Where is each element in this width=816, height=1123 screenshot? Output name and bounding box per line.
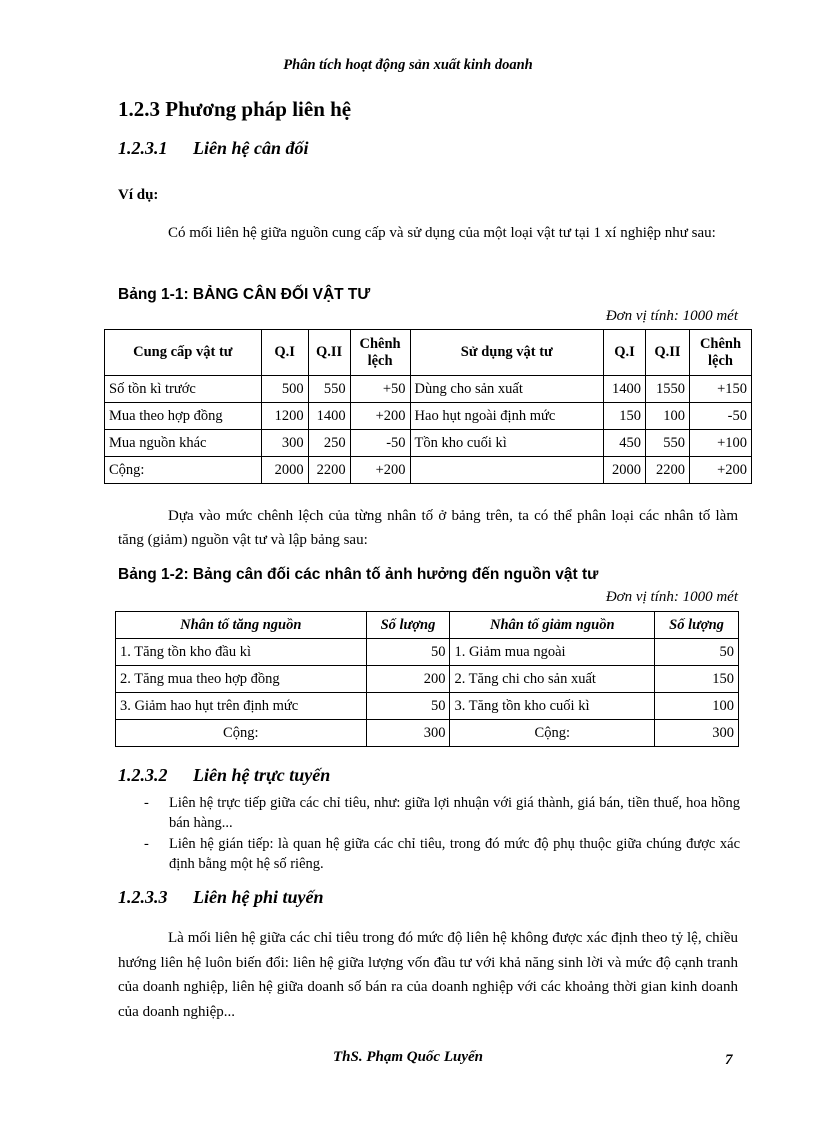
nonlinear-paragraph <box>118 926 738 1024</box>
bullet-text: Liên hệ trực tiếp giữa các chỉ tiêu, như: giữa lợi nhuận với giá thành, giá bán, tiền thuế, hoa hồng bán hàng... <box>169 795 740 831</box>
table-cell: Hao hụt ngoài định mức <box>410 403 604 430</box>
table-cell: 1. Tăng tồn kho đầu kì <box>116 639 367 666</box>
section-title: 1.2.3 Phương pháp liên hệ <box>118 97 352 121</box>
column-header: Số lượng <box>655 612 739 639</box>
table-cell: 550 <box>646 430 690 457</box>
table-cell: 2. Tăng mua theo hợp đồng <box>116 666 367 693</box>
analysis-text: Dựa vào mức chênh lệch của từng nhân tố ở bảng trên, ta có thể phân loại các nhân tố làm tăng (giảm) nguồn vật tư và lập bảng sau: <box>118 508 738 548</box>
table-row <box>116 639 739 666</box>
table-cell: -50 <box>689 403 751 430</box>
table-total-row <box>105 457 752 484</box>
bullet-dash: - <box>144 836 149 852</box>
subsection-title: Liên hệ trực tuyến <box>193 765 331 785</box>
table-cell: Tồn kho cuối kì <box>410 430 604 457</box>
table1-unit: Đơn vị tính: 1000 mét <box>605 308 738 324</box>
table-cell: 100 <box>655 693 739 720</box>
example-label: Ví dụ: <box>118 187 159 203</box>
balance-table <box>104 329 752 484</box>
column-header: Q.I <box>261 330 308 376</box>
table-row <box>116 666 739 693</box>
table-cell: 1550 <box>646 376 690 403</box>
table-cell: 150 <box>655 666 739 693</box>
table-cell: 150 <box>604 403 646 430</box>
subsection-heading-1 <box>118 138 309 159</box>
table-cell: Dùng cho sản xuất <box>410 376 604 403</box>
table-cell: 1. Giảm mua ngoài <box>450 639 655 666</box>
table-cell: 2200 <box>308 457 350 484</box>
table-cell: +200 <box>350 457 410 484</box>
intro-text: Có mối liên hệ giữa nguồn cung cấp và sử dụng của một loại vật tư tại 1 xí nghiệp như sau: <box>168 225 716 241</box>
column-header: Nhân tố tăng nguồn <box>116 612 367 639</box>
table-cell: Cộng: <box>450 720 655 747</box>
table-cell: Cộng: <box>105 457 262 484</box>
running-header: Phân tích hoạt động sản xuất kinh doanh <box>283 57 533 73</box>
table-total-row <box>116 720 739 747</box>
column-header: Chênh lệch <box>689 330 751 376</box>
column-header: Q.II <box>646 330 690 376</box>
subsection-number: 1.2.3.3 <box>118 887 168 907</box>
table-cell: 2000 <box>604 457 646 484</box>
table1-caption: Bảng 1-1: BẢNG CÂN ĐỐI VẬT TƯ <box>118 286 371 303</box>
table-cell: +150 <box>689 376 751 403</box>
column-header: Số lượng <box>366 612 450 639</box>
page-number: 7 <box>725 1052 733 1068</box>
column-header: Chênh lệch <box>350 330 410 376</box>
table-cell: 2200 <box>646 457 690 484</box>
table-cell: 2. Tăng chi cho sản xuất <box>450 666 655 693</box>
table-cell: 1400 <box>604 376 646 403</box>
table2-unit: Đơn vị tính: 1000 mét <box>605 589 738 605</box>
table-cell <box>410 457 604 484</box>
nonlinear-text: Là mối liên hệ giữa các chỉ tiêu trong đó mức độ liên hệ không được xác định theo tỷ lệ, chiều hướng liên hệ luôn biến đổi: liên hệ giữa lượng vốn đầu tư với khả năng sinh lời và mức độ cạnh tranh của doanh nghiệp, liên hệ giữa doanh số bán ra của doanh nghiệp với các khoảng thời gian kinh doanh của doanh nghiệp... <box>118 930 738 1020</box>
subsection-title: Liên hệ cân đối <box>193 138 309 158</box>
table-cell: 550 <box>308 376 350 403</box>
table2-caption: Bảng 1-2: Bảng cân đối các nhân tố ảnh hưởng đến nguồn vật tư <box>118 566 599 583</box>
column-header: Q.I <box>604 330 646 376</box>
subsection-number: 1.2.3.2 <box>118 765 168 785</box>
column-header: Q.II <box>308 330 350 376</box>
table-cell: 300 <box>655 720 739 747</box>
analysis-paragraph <box>118 504 738 552</box>
table-cell: +200 <box>689 457 751 484</box>
table-cell: 3. Giảm hao hụt trên định mức <box>116 693 367 720</box>
table-cell: 250 <box>308 430 350 457</box>
table-cell: 450 <box>604 430 646 457</box>
table-cell: +200 <box>350 403 410 430</box>
table-cell: 50 <box>366 693 450 720</box>
subsection-heading-2 <box>118 765 330 786</box>
table-cell: +100 <box>689 430 751 457</box>
table-cell: -50 <box>350 430 410 457</box>
table-cell: 500 <box>261 376 308 403</box>
table-cell: 2000 <box>261 457 308 484</box>
table-cell: +50 <box>350 376 410 403</box>
table-row <box>105 430 752 457</box>
subsection-number: 1.2.3.1 <box>118 138 168 158</box>
table-cell: 1400 <box>308 403 350 430</box>
column-header: Cung cấp vật tư <box>105 330 262 376</box>
column-header: Nhân tố giảm nguồn <box>450 612 655 639</box>
table-cell: 300 <box>261 430 308 457</box>
subsection-heading-3 <box>118 887 324 908</box>
table-cell: 100 <box>646 403 690 430</box>
bullet-item <box>144 834 740 874</box>
table-cell: 50 <box>366 639 450 666</box>
table-cell: Số tồn kì trước <box>105 376 262 403</box>
table-cell: 50 <box>655 639 739 666</box>
table-cell: Cộng: <box>116 720 367 747</box>
bullet-dash: - <box>144 795 149 811</box>
table-row <box>105 376 752 403</box>
table-cell: 1200 <box>261 403 308 430</box>
table-cell: Mua theo hợp đồng <box>105 403 262 430</box>
intro-paragraph <box>118 221 738 245</box>
table-cell: 3. Tăng tồn kho cuối kì <box>450 693 655 720</box>
table-row <box>116 693 739 720</box>
bullet-text: Liên hệ gián tiếp: là quan hệ giữa các chỉ tiêu, trong đó mức độ phụ thuộc giữa chúng được xác định bằng một hệ số riêng. <box>169 836 740 872</box>
table-header-row <box>105 330 752 376</box>
footer-author: ThS. Phạm Quốc Luyến <box>332 1049 483 1065</box>
column-header: Sử dụng vật tư <box>410 330 604 376</box>
bullet-item <box>144 793 740 833</box>
factor-table <box>115 611 739 747</box>
table-cell: Mua nguồn khác <box>105 430 262 457</box>
table-header-row <box>116 612 739 639</box>
subsection-title: Liên hệ phi tuyến <box>193 887 324 907</box>
table-row <box>105 403 752 430</box>
table-cell: 300 <box>366 720 450 747</box>
table-cell: 200 <box>366 666 450 693</box>
